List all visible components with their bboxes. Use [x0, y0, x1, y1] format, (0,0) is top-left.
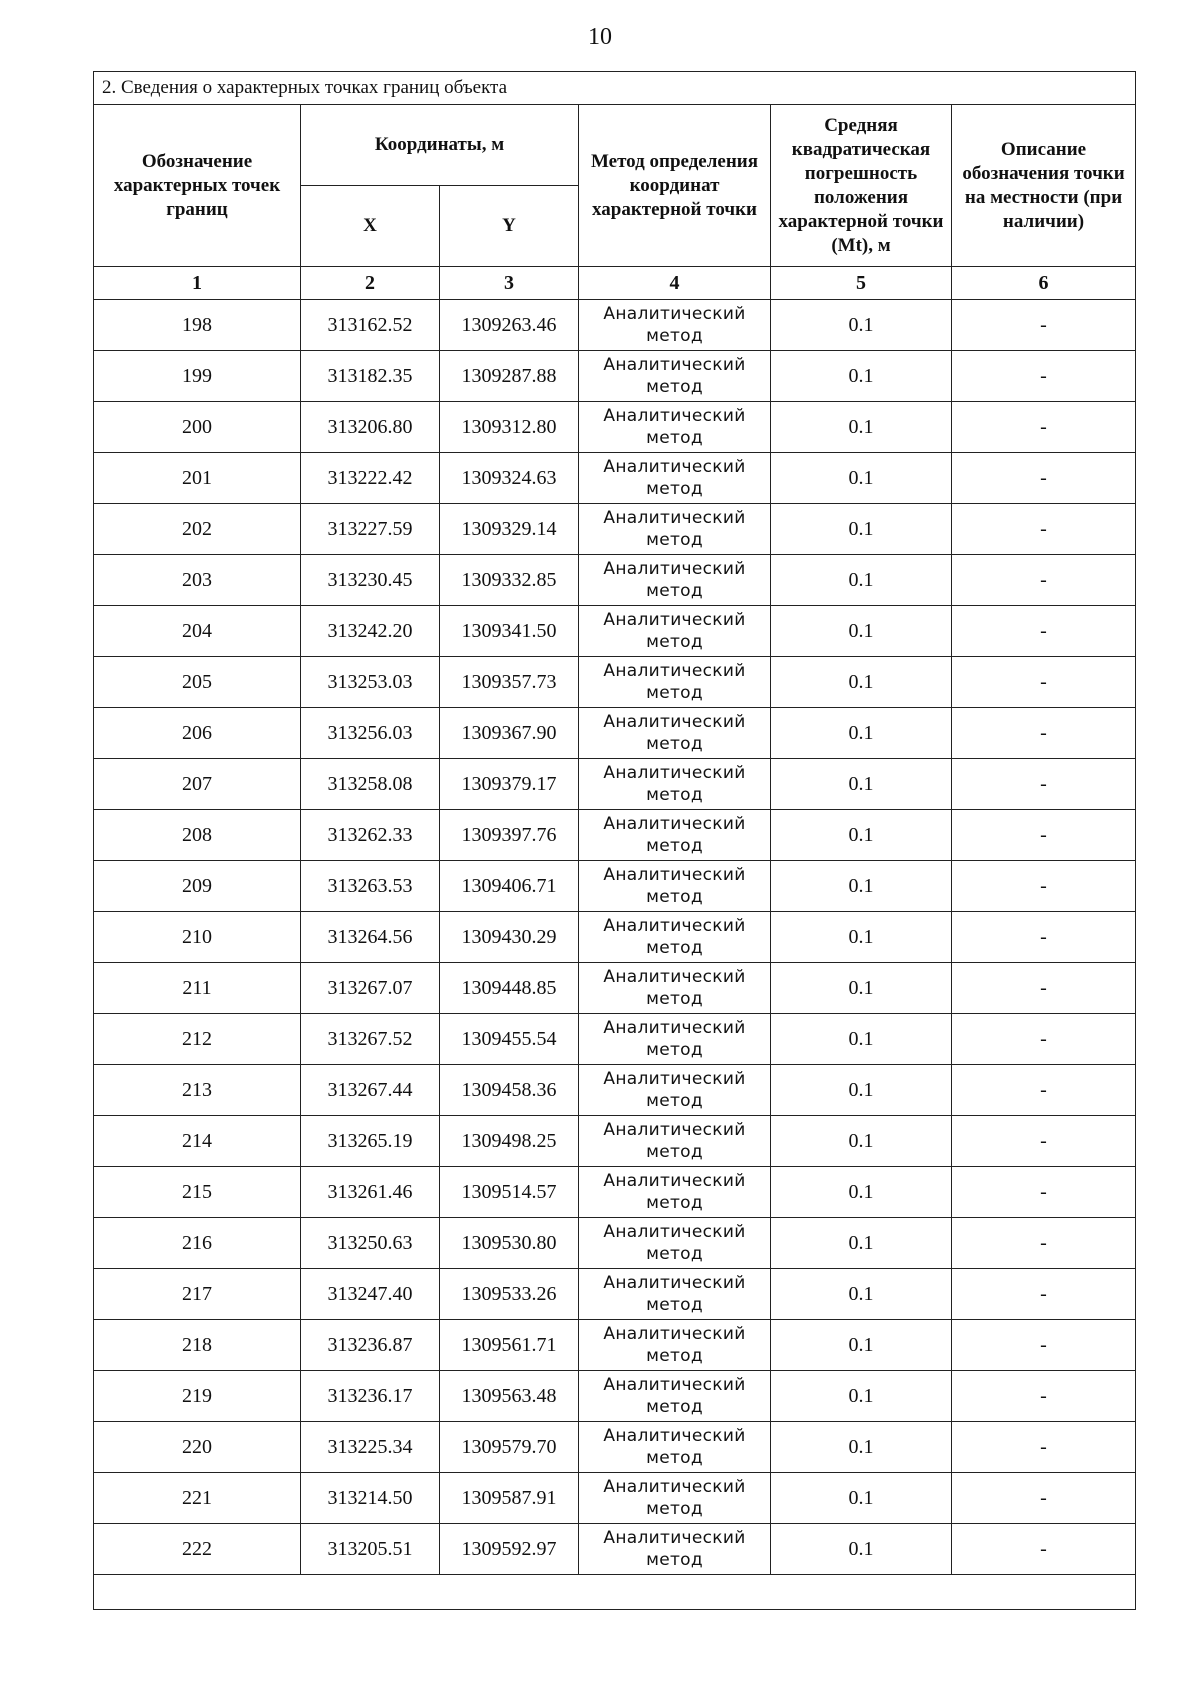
- empty-footer-row: [94, 1575, 1136, 1610]
- cell-accuracy: 0.1: [771, 759, 952, 810]
- table-row: [94, 1014, 1136, 1065]
- cell-method: Аналитический метод: [579, 504, 771, 555]
- cell-x: 313253.03: [301, 657, 440, 708]
- cell-point: 222: [94, 1524, 301, 1575]
- cell-description: -: [952, 810, 1136, 861]
- cell-point: 205: [94, 657, 301, 708]
- cell-x: 313227.59: [301, 504, 440, 555]
- cell-y: 1309498.25: [440, 1116, 579, 1167]
- cell-y: 1309263.46: [440, 300, 579, 351]
- cell-point: 221: [94, 1473, 301, 1524]
- cell-description: -: [952, 300, 1136, 351]
- table-row: [94, 1371, 1136, 1422]
- cell-point: 210: [94, 912, 301, 963]
- cell-accuracy: 0.1: [771, 402, 952, 453]
- table-row: [94, 1218, 1136, 1269]
- cell-point: 208: [94, 810, 301, 861]
- table-row: [94, 1473, 1136, 1524]
- cell-description: -: [952, 708, 1136, 759]
- cell-x: 313230.45: [301, 555, 440, 606]
- cell-description: -: [952, 861, 1136, 912]
- cell-accuracy: 0.1: [771, 1422, 952, 1473]
- cell-point: 217: [94, 1269, 301, 1320]
- cell-y: 1309530.80: [440, 1218, 579, 1269]
- cell-x: 313236.17: [301, 1371, 440, 1422]
- cell-point: 215: [94, 1167, 301, 1218]
- table-row: [94, 606, 1136, 657]
- cell-method: Аналитический метод: [579, 657, 771, 708]
- cell-x: 313267.52: [301, 1014, 440, 1065]
- cell-method: Аналитический метод: [579, 1371, 771, 1422]
- table-row: [94, 453, 1136, 504]
- cell-x: 313236.87: [301, 1320, 440, 1371]
- header-row-1: [94, 105, 1136, 186]
- cell-method: Аналитический метод: [579, 1167, 771, 1218]
- table-row: [94, 1422, 1136, 1473]
- header-y: Y: [440, 186, 579, 267]
- cell-point: 202: [94, 504, 301, 555]
- empty-footer-cell: [94, 1575, 1136, 1610]
- cell-y: 1309341.50: [440, 606, 579, 657]
- cell-accuracy: 0.1: [771, 1218, 952, 1269]
- cell-method: Аналитический метод: [579, 300, 771, 351]
- cell-y: 1309561.71: [440, 1320, 579, 1371]
- table-row: [94, 351, 1136, 402]
- cell-method: Аналитический метод: [579, 963, 771, 1014]
- cell-method: Аналитический метод: [579, 861, 771, 912]
- cell-x: 313267.44: [301, 1065, 440, 1116]
- cell-accuracy: 0.1: [771, 1014, 952, 1065]
- cell-description: -: [952, 1167, 1136, 1218]
- cell-y: 1309579.70: [440, 1422, 579, 1473]
- cell-method: Аналитический метод: [579, 402, 771, 453]
- header-x: X: [301, 186, 440, 267]
- cell-y: 1309430.29: [440, 912, 579, 963]
- cell-x: 313206.80: [301, 402, 440, 453]
- cell-x: 313222.42: [301, 453, 440, 504]
- cell-accuracy: 0.1: [771, 810, 952, 861]
- cell-method: Аналитический метод: [579, 1065, 771, 1116]
- cell-method: Аналитический метод: [579, 1218, 771, 1269]
- cell-description: -: [952, 963, 1136, 1014]
- header-accuracy: Средняя квадратическая погрешность положения характерной точки (Mt), м: [771, 105, 952, 267]
- cell-method: Аналитический метод: [579, 606, 771, 657]
- column-number: 2: [301, 267, 440, 300]
- cell-x: 313162.52: [301, 300, 440, 351]
- cell-x: 313256.03: [301, 708, 440, 759]
- cell-point: 199: [94, 351, 301, 402]
- cell-y: 1309332.85: [440, 555, 579, 606]
- cell-y: 1309592.97: [440, 1524, 579, 1575]
- cell-description: -: [952, 1320, 1136, 1371]
- table-row: [94, 504, 1136, 555]
- cell-y: 1309455.54: [440, 1014, 579, 1065]
- cell-accuracy: 0.1: [771, 1524, 952, 1575]
- cell-x: 313250.63: [301, 1218, 440, 1269]
- cell-accuracy: 0.1: [771, 1473, 952, 1524]
- cell-description: -: [952, 1422, 1136, 1473]
- table-row: [94, 759, 1136, 810]
- table-row: [94, 300, 1136, 351]
- cell-accuracy: 0.1: [771, 861, 952, 912]
- cell-accuracy: 0.1: [771, 963, 952, 1014]
- cell-x: 313267.07: [301, 963, 440, 1014]
- cell-x: 313264.56: [301, 912, 440, 963]
- cell-point: 206: [94, 708, 301, 759]
- cell-y: 1309379.17: [440, 759, 579, 810]
- header-description: Описание обозначения точки на местности (при наличии): [952, 105, 1136, 267]
- cell-point: 198: [94, 300, 301, 351]
- table-row: [94, 810, 1136, 861]
- table-row: [94, 1065, 1136, 1116]
- cell-point: 216: [94, 1218, 301, 1269]
- column-number: 3: [440, 267, 579, 300]
- table-row: [94, 402, 1136, 453]
- cell-accuracy: 0.1: [771, 1065, 952, 1116]
- column-number: 6: [952, 267, 1136, 300]
- cell-description: -: [952, 657, 1136, 708]
- cell-point: 209: [94, 861, 301, 912]
- cell-point: 200: [94, 402, 301, 453]
- cell-x: 313247.40: [301, 1269, 440, 1320]
- cell-description: -: [952, 1218, 1136, 1269]
- cell-method: Аналитический метод: [579, 1422, 771, 1473]
- cell-point: 211: [94, 963, 301, 1014]
- cell-x: 313182.35: [301, 351, 440, 402]
- cell-point: 201: [94, 453, 301, 504]
- cell-point: 219: [94, 1371, 301, 1422]
- cell-accuracy: 0.1: [771, 300, 952, 351]
- cell-y: 1309533.26: [440, 1269, 579, 1320]
- cell-y: 1309367.90: [440, 708, 579, 759]
- section-title-row: [94, 72, 1136, 105]
- cell-y: 1309514.57: [440, 1167, 579, 1218]
- table-row: [94, 1167, 1136, 1218]
- cell-x: 313258.08: [301, 759, 440, 810]
- header-point-designation: Обозначение характерных точек границ: [94, 105, 301, 267]
- cell-method: Аналитический метод: [579, 810, 771, 861]
- cell-method: Аналитический метод: [579, 1269, 771, 1320]
- cell-description: -: [952, 1269, 1136, 1320]
- table-row: [94, 861, 1136, 912]
- cell-x: 313263.53: [301, 861, 440, 912]
- column-number: 4: [579, 267, 771, 300]
- header-coordinates: Координаты, м: [301, 105, 579, 186]
- cell-point: 203: [94, 555, 301, 606]
- cell-method: Аналитический метод: [579, 1524, 771, 1575]
- cell-description: -: [952, 555, 1136, 606]
- table-row: [94, 1116, 1136, 1167]
- cell-y: 1309329.14: [440, 504, 579, 555]
- cell-point: 212: [94, 1014, 301, 1065]
- cell-y: 1309312.80: [440, 402, 579, 453]
- cell-method: Аналитический метод: [579, 1116, 771, 1167]
- cell-x: 313214.50: [301, 1473, 440, 1524]
- cell-description: -: [952, 1116, 1136, 1167]
- table-row: [94, 708, 1136, 759]
- cell-description: -: [952, 1371, 1136, 1422]
- cell-accuracy: 0.1: [771, 1320, 952, 1371]
- cell-x: 313225.34: [301, 1422, 440, 1473]
- cell-point: 213: [94, 1065, 301, 1116]
- cell-x: 313265.19: [301, 1116, 440, 1167]
- cell-method: Аналитический метод: [579, 1473, 771, 1524]
- cell-description: -: [952, 759, 1136, 810]
- section-title: 2. Сведения о характерных точках границ объекта: [94, 72, 1136, 105]
- table-row: [94, 1320, 1136, 1371]
- table-row: [94, 912, 1136, 963]
- cell-description: -: [952, 1014, 1136, 1065]
- cell-x: 313262.33: [301, 810, 440, 861]
- cell-point: 214: [94, 1116, 301, 1167]
- cell-accuracy: 0.1: [771, 555, 952, 606]
- cell-point: 204: [94, 606, 301, 657]
- cell-accuracy: 0.1: [771, 504, 952, 555]
- table-row: [94, 1269, 1136, 1320]
- table-row: [94, 963, 1136, 1014]
- boundary-points-table: [93, 71, 1136, 1610]
- cell-description: -: [952, 402, 1136, 453]
- table-row: [94, 657, 1136, 708]
- header-method: Метод определения координат характерной точки: [579, 105, 771, 267]
- cell-y: 1309287.88: [440, 351, 579, 402]
- page-number: 10: [588, 24, 612, 50]
- cell-x: 313242.20: [301, 606, 440, 657]
- cell-method: Аналитический метод: [579, 555, 771, 606]
- cell-accuracy: 0.1: [771, 351, 952, 402]
- column-number-row: [94, 267, 1136, 300]
- cell-y: 1309397.76: [440, 810, 579, 861]
- cell-method: Аналитический метод: [579, 351, 771, 402]
- cell-y: 1309458.36: [440, 1065, 579, 1116]
- column-number: 1: [94, 267, 301, 300]
- cell-method: Аналитический метод: [579, 912, 771, 963]
- cell-accuracy: 0.1: [771, 1269, 952, 1320]
- cell-accuracy: 0.1: [771, 1167, 952, 1218]
- table-row: [94, 555, 1136, 606]
- cell-y: 1309448.85: [440, 963, 579, 1014]
- column-number: 5: [771, 267, 952, 300]
- cell-method: Аналитический метод: [579, 759, 771, 810]
- cell-y: 1309357.73: [440, 657, 579, 708]
- cell-y: 1309587.91: [440, 1473, 579, 1524]
- cell-description: -: [952, 1065, 1136, 1116]
- cell-description: -: [952, 1524, 1136, 1575]
- cell-x: 313261.46: [301, 1167, 440, 1218]
- cell-method: Аналитический метод: [579, 453, 771, 504]
- cell-description: -: [952, 453, 1136, 504]
- cell-method: Аналитический метод: [579, 1014, 771, 1065]
- cell-point: 218: [94, 1320, 301, 1371]
- cell-accuracy: 0.1: [771, 453, 952, 504]
- cell-y: 1309563.48: [440, 1371, 579, 1422]
- table-row: [94, 1524, 1136, 1575]
- cell-y: 1309406.71: [440, 861, 579, 912]
- cell-accuracy: 0.1: [771, 708, 952, 759]
- cell-accuracy: 0.1: [771, 1116, 952, 1167]
- cell-description: -: [952, 1473, 1136, 1524]
- cell-x: 313205.51: [301, 1524, 440, 1575]
- cell-method: Аналитический метод: [579, 1320, 771, 1371]
- cell-y: 1309324.63: [440, 453, 579, 504]
- cell-description: -: [952, 606, 1136, 657]
- cell-description: -: [952, 504, 1136, 555]
- cell-accuracy: 0.1: [771, 606, 952, 657]
- cell-accuracy: 0.1: [771, 912, 952, 963]
- cell-description: -: [952, 351, 1136, 402]
- cell-point: 207: [94, 759, 301, 810]
- cell-description: -: [952, 912, 1136, 963]
- cell-method: Аналитический метод: [579, 708, 771, 759]
- cell-accuracy: 0.1: [771, 1371, 952, 1422]
- cell-point: 220: [94, 1422, 301, 1473]
- cell-accuracy: 0.1: [771, 657, 952, 708]
